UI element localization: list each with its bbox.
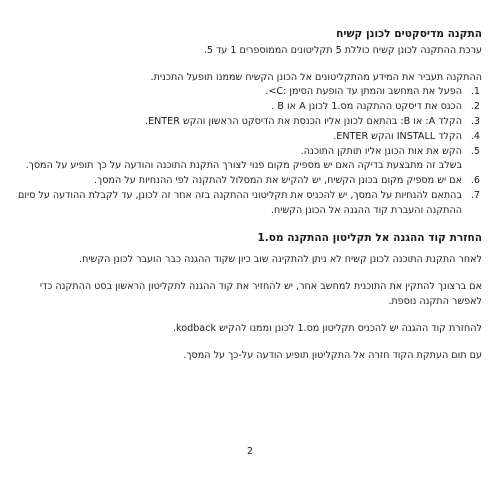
step-item [18, 145, 482, 160]
intro-text: ערכת ההתקנה לכונן קשיח כוללת 5 תקליטונים הממוספרים 1 עד 5. [203, 44, 482, 56]
step-item [18, 115, 482, 130]
install-steps-list [18, 85, 482, 159]
step-number: 1. [470, 86, 480, 98]
step-number: 7. [470, 189, 480, 201]
install-steps-list-continued [18, 174, 482, 218]
return-paragraph-3: להחזרת קוד ההגנה יש להכניס תקליטון מס.1 לכונן וממנו להקיש kodback. [172, 322, 482, 334]
step-text: הקלד A: או B: בהתאם לכונן אליו הכנסת את הדיסקט הראשון והקש ENTER. [145, 115, 462, 127]
step-number: 2. [470, 101, 480, 113]
page-number: 2 [246, 446, 254, 458]
step-number: 4. [470, 130, 480, 142]
return-paragraph-1: לאחר התקנת התוכנה לכונן קשיח לא ניתן להתקינה שוב כיון שקוד ההגנה כבר הועבר לכונן הקשיח. [79, 254, 482, 266]
step-number: 3. [470, 115, 480, 127]
step-item [18, 85, 482, 100]
step-number: 6. [470, 175, 480, 187]
return-paragraph-2: אם ברצונך להתקין את התוכנית למחשב אחר, יש להחזיר את קוד ההגנה לתקליטון הראשון בסט ההתקנה כדי לאפשר התקנה נוספת. [39, 281, 482, 307]
section-title-return-code: החזרת קוד ההגנה אל תקליטון ההתקנה מס.1 [257, 231, 482, 244]
step-text: אם יש מספיק מקום בכונן הקשיח, יש להקיש את המסלול להתקנה לפי ההנחיות על המסך. [94, 175, 462, 187]
step-item [18, 174, 482, 189]
step-item [18, 130, 482, 145]
step-item [18, 189, 482, 219]
step-text: הפעל את המחשב והמתן עד הופעת הסימן :C>. [265, 86, 462, 98]
space-check-note: בשלב זה מתבצעת בדיקה האם יש מספיק מקום פנוי לצורך התקנת התוכנה והודעה על כך תופיע על המסך. [25, 160, 462, 172]
step-number: 5. [470, 145, 480, 157]
section-title-install: התקנה מדיסקטים לכונן קשיח [336, 28, 482, 40]
install-paragraph: ההתקנה תעביר את המידע מהתקליטונים אל הכונן הקשיח שממנו תופעל התכנית. [150, 71, 482, 83]
step-item [18, 100, 482, 115]
step-text: בהתאם להנחיות על המסך, יש להכניס את תקליטוני ההתקנה בזה אחר זה לכונן, עד לקבלת ההודעה על סיום ההתקנה והעברת קוד ההגנה אל הכונן הקשיח. [17, 189, 462, 216]
step-text: הקש את אות הכונן אליו תותקן התוכנה. [300, 145, 462, 157]
step-text: הקלד INSTALL והקש ENTER. [333, 130, 462, 142]
return-paragraph-4: עם תום העתקת הקוד חזרה אל התקליטון תופיע הודעה על-כך על המסך. [183, 349, 482, 361]
step-text: הכנס את דיסקט ההתקנה מס.1 לכונן A או B . [271, 101, 462, 113]
